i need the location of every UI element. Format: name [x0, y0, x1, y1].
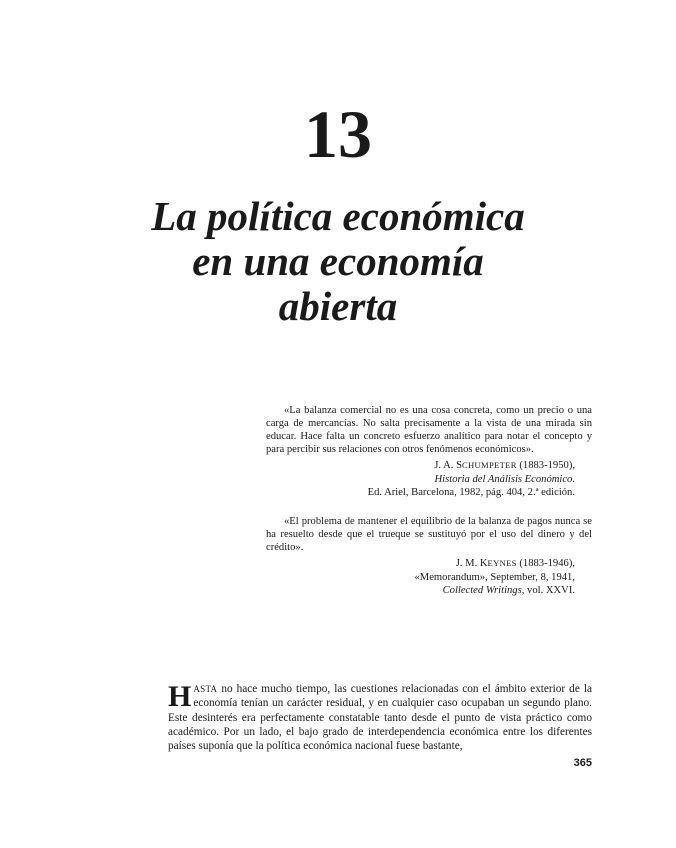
lead-smallcaps: ASTA: [193, 684, 218, 694]
chapter-title: [60, 194, 616, 329]
epigraph-attribution: [266, 459, 592, 500]
attribution-author: J. A. SCHUMPETER (1883-1950),: [434, 460, 575, 471]
chapter-number: 13: [304, 96, 372, 172]
attribution-work: Historia del Análisis Económico.: [434, 473, 575, 485]
epigraph-quote: «El problema de mantener el equilibrio de la balanza de pagos nunca se ha resuelto desde que el trueque se sustituyó por el uso del dinero y del crédito».: [266, 516, 592, 553]
page-number: 365: [573, 757, 592, 769]
body-text: [168, 682, 592, 753]
chapter-title-line: La política económica: [151, 193, 525, 239]
attribution-memo: «Memorandum», September, 8, 1941,: [414, 571, 575, 583]
chapter-title-line: en una economía: [192, 238, 484, 284]
chapter-title-line: abierta: [278, 283, 398, 329]
attribution-work: Collected Writings, vol. XXVI.: [442, 585, 575, 596]
epigraph-quote: «La balanza comercial no es una cosa concreta, como un precio o una carga de mercancías. No salta precisamente a la vista de una mirada sin educar. Hace falta un concreto esfuerzo analítico para notar el concepto y para percibir sus relaciones con otros fenómenos económicos».: [266, 405, 592, 455]
drop-cap: H: [168, 680, 192, 713]
attribution-author: J. M. KEYNES (1883-1946),: [455, 558, 575, 569]
epigraph-keynes: [266, 515, 592, 598]
attribution-edition: Ed. Ariel, Barcelona, 1982, pág. 404, 2.ª edición.: [367, 487, 575, 498]
body-paragraph: [168, 682, 592, 753]
epigraph-attribution: [266, 557, 592, 598]
epigraph-schumpeter: [266, 404, 592, 500]
body-paragraph-text: no hace mucho tiempo, las cuestiones relacionadas con el ámbito exterior de la economía tenían un carácter residual, y en cualquier caso ocupaban un segundo plano. Este desinterés era perfectamente constatable tanto desde el punto de vista práctico como académico. Por un lado, el bajo grado de interdependencia económica entre los diferentes países suponía que la política económica nacional fuese bastante,: [168, 683, 592, 753]
